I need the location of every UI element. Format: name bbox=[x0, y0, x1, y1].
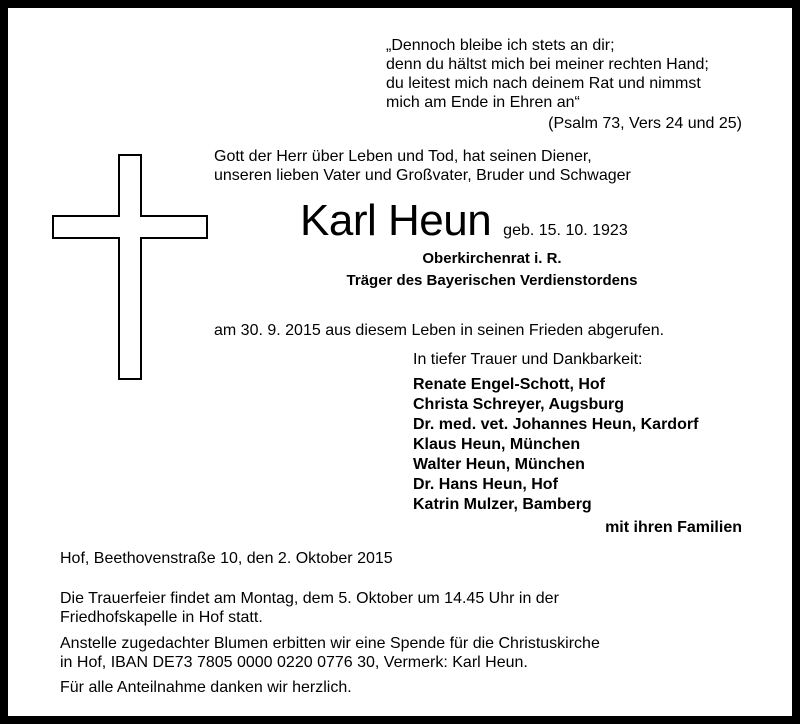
mourner-item: Dr. med. vet. Johannes Heun, Kardorf bbox=[413, 416, 699, 433]
quote-line: denn du hältst mich bei meiner rechten Hand; bbox=[386, 56, 709, 73]
deceased-honor-row bbox=[8, 272, 800, 290]
funeral-line: Die Trauerfeier findet am Montag, dem 5. Oktober um 14.45 Uhr in der bbox=[60, 590, 559, 607]
mourner-item: Dr. Hans Heun, Hof bbox=[413, 476, 558, 493]
donation-line: Anstelle zugedachter Blumen erbitten wir eine Spende für die Christuskirche bbox=[60, 635, 600, 652]
donation-line: in Hof, IBAN DE73 7805 0000 0220 0776 30, Vermerk: Karl Heun. bbox=[60, 654, 528, 671]
birth-date: geb. 15. 10. 1923 bbox=[503, 222, 628, 239]
intro-line: unseren lieben Vater und Großvater, Bruder und Schwager bbox=[214, 167, 631, 184]
families-note: mit ihren Familien bbox=[605, 519, 742, 536]
quote-line: mich am Ende in Ehren an“ bbox=[386, 94, 580, 111]
deceased-name: Karl Heun bbox=[300, 196, 492, 245]
deceased-title-row bbox=[8, 250, 800, 268]
bible-quote bbox=[386, 36, 709, 112]
deceased-honor: Träger des Bayerischen Verdienstordens bbox=[346, 272, 638, 289]
funeral-info bbox=[60, 589, 559, 627]
deceased-title: Oberkirchenrat i. R. bbox=[422, 250, 562, 267]
mourner-item: Walter Heun, München bbox=[413, 456, 585, 473]
intro-text bbox=[214, 147, 631, 185]
mourners-list bbox=[413, 375, 698, 515]
quote-line: „Dennoch bleibe ich stets an dir; bbox=[386, 37, 615, 54]
mourner-item: Klaus Heun, München bbox=[413, 436, 581, 453]
mourning-intro: In tiefer Trauer und Dankbarkeit: bbox=[413, 351, 643, 368]
donation-info bbox=[60, 634, 600, 672]
quote-line: du leitest mich nach deinem Rat und nimmst bbox=[386, 75, 701, 92]
intro-line: Gott der Herr über Leben und Tod, hat seinen Diener, bbox=[214, 148, 592, 165]
passing-text: am 30. 9. 2015 aus diesem Leben in seinen Frieden abgerufen. bbox=[214, 322, 665, 339]
funeral-line: Friedhofskapelle in Hof statt. bbox=[60, 609, 263, 626]
deceased-header bbox=[300, 198, 628, 244]
thanks-note: Für alle Anteilnahme danken wir herzlich. bbox=[60, 679, 352, 696]
place-date: Hof, Beethovenstraße 10, den 2. Oktober 2015 bbox=[60, 550, 393, 567]
mourner-item: Katrin Mulzer, Bamberg bbox=[413, 496, 592, 513]
mourner-item: Christa Schreyer, Augsburg bbox=[413, 396, 625, 413]
quote-source: (Psalm 73, Vers 24 und 25) bbox=[548, 115, 742, 132]
mourner-item: Renate Engel-Schott, Hof bbox=[413, 376, 606, 393]
